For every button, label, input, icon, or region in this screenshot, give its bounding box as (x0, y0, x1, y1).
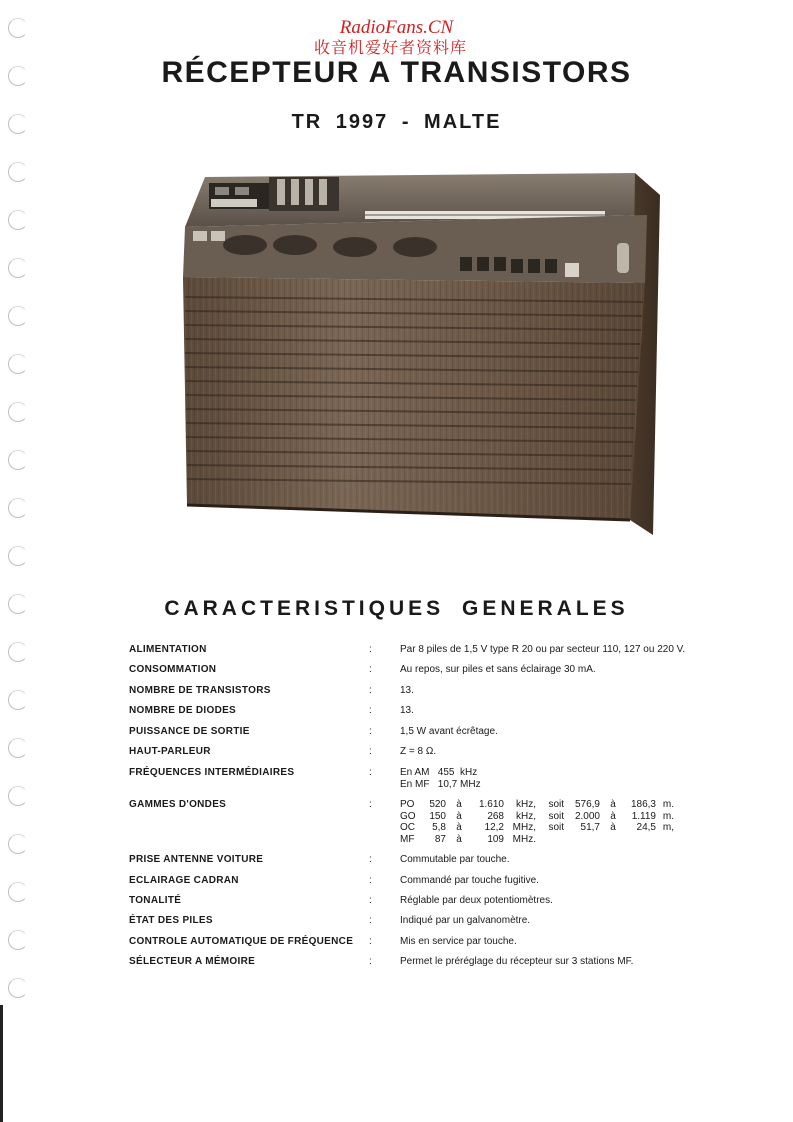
binding-hole (8, 258, 28, 278)
spec-colon: : (369, 705, 372, 716)
spec-colon: : (369, 936, 372, 947)
band-row: PO 520 à 1.610 kHz, soit 576,9 à 186,3 m. (400, 799, 674, 810)
spec-label: HAUT-PARLEUR (129, 746, 211, 757)
spec-value: Z = 8 Ω. (400, 746, 437, 757)
spec-colon: : (369, 895, 372, 906)
spec-label: GAMMES D'ONDES (129, 799, 227, 810)
spec-value: Par 8 piles de 1,5 V type R 20 ou par secteur 110, 127 ou 220 V. (400, 644, 686, 655)
spec-label: NOMBRE DE TRANSISTORS (129, 685, 271, 696)
spec-value: Mis en service par touche. (400, 936, 517, 947)
spec-colon: : (369, 956, 372, 967)
spec-label: ALIMENTATION (129, 644, 207, 655)
spec-colon: : (369, 664, 372, 675)
binding-hole (8, 786, 28, 806)
spec-value-line: En MF 10,7 MHz (400, 778, 481, 790)
watermark-chinese: 收音机爱好者资料库 (313, 38, 467, 57)
spec-value: Commutable par touche. (400, 854, 510, 865)
spec-value: Commandé par touche fugitive. (400, 875, 539, 886)
model-title: TR 1997 - MALTE (291, 111, 502, 133)
page-edge-shadow (0, 1005, 3, 1122)
spec-label: PUISSANCE DE SORTIE (129, 726, 250, 737)
spec-label: FRÉQUENCES INTERMÉDIAIRES (129, 767, 295, 778)
spec-value: Au repos, sur piles et sans éclairage 30 mA. (400, 664, 596, 675)
spec-value: Indiqué par un galvanomètre. (400, 915, 531, 926)
bands-table (400, 799, 674, 845)
spec-label: ECLAIRAGE CADRAN (129, 875, 239, 886)
spec-label: TONALITÉ (129, 895, 182, 906)
binding-hole (8, 978, 28, 998)
spec-value: 13. (400, 705, 414, 716)
binding-hole (8, 450, 28, 470)
spec-label: SÉLECTEUR A MÉMOIRE (129, 956, 256, 967)
spec-colon: : (369, 854, 372, 865)
section-title: CARACTERISTIQUES GENERALES (164, 597, 629, 620)
spec-colon: : (369, 875, 372, 886)
spec-colon: : (369, 746, 372, 757)
binding-hole (8, 930, 28, 950)
binding-hole (8, 402, 28, 422)
binding-hole (8, 162, 28, 182)
spec-label: CONTROLE AUTOMATIQUE DE FRÉQUENCE (129, 936, 354, 947)
spec-value: 13. (400, 685, 414, 696)
spec-colon: : (369, 726, 372, 737)
page-title: RÉCEPTEUR A TRANSISTORS (161, 56, 632, 89)
spec-colon: : (369, 767, 372, 778)
spec-label: CONSOMMATION (129, 664, 217, 675)
radio-photo (175, 165, 665, 535)
binding-hole (8, 210, 28, 230)
spec-colon: : (369, 644, 372, 655)
spec-value: Réglable par deux potentiomètres. (400, 895, 553, 906)
binding-hole (8, 354, 28, 374)
band-row: GO 150 à 268 kHz, soit 2.000 à 1.119 m. (400, 810, 674, 822)
binding-hole (8, 546, 28, 566)
spec-value-line: En AM 455 kHz (400, 767, 478, 778)
spec-value: 1,5 W avant écrêtage. (400, 726, 498, 737)
spec-label: PRISE ANTENNE VOITURE (129, 854, 264, 865)
binding-hole (8, 498, 28, 518)
radio-illustration (175, 165, 665, 535)
spec-colon: : (369, 915, 372, 926)
binding-holes (4, 18, 28, 1018)
binding-hole (8, 642, 28, 662)
binding-hole (8, 834, 28, 854)
binding-hole (8, 690, 28, 710)
watermark-site: RadioFans.CN (339, 17, 454, 38)
spec-label: NOMBRE DE DIODES (129, 705, 237, 716)
spec-value (400, 767, 481, 790)
spec-value: Permet le préréglage du récepteur sur 3 stations MF. (400, 956, 634, 967)
spec-colon: : (369, 799, 372, 810)
band-row: OC 5,8 à 12,2 MHz, soit 51,7 à 24,5 m, (400, 822, 674, 833)
spec-label: ÉTAT DES PILES (129, 915, 213, 926)
binding-hole (8, 306, 28, 326)
band-row: MF 87 à 109 MHz. (400, 833, 536, 845)
binding-hole (8, 882, 28, 902)
spec-colon: : (369, 685, 372, 696)
binding-hole (8, 738, 28, 758)
